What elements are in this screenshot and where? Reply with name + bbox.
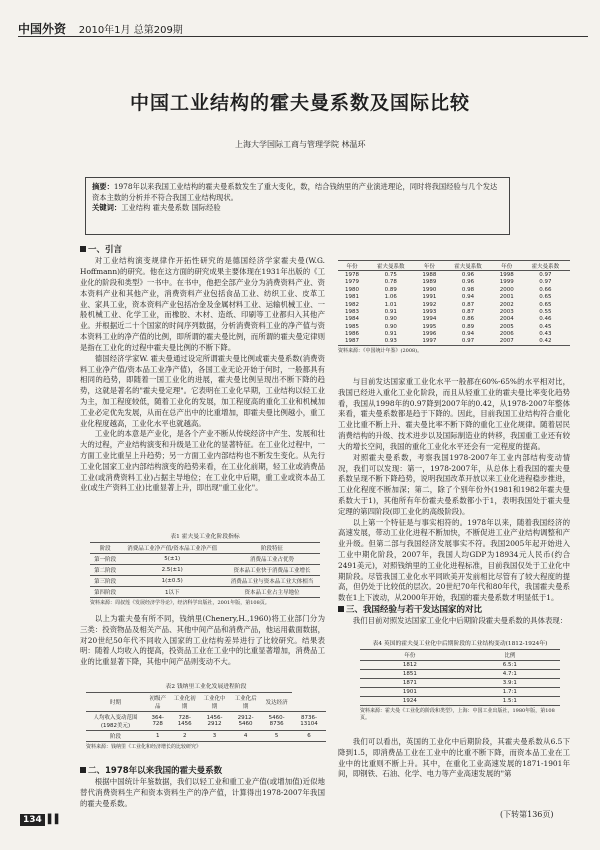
table-cell: 2001 <box>499 294 514 301</box>
table-cell: 0.65 <box>539 301 552 308</box>
table-caption: 表1 霍夫曼工业化阶段指标 <box>170 534 240 540</box>
table-header-cell: 发达经济 <box>261 693 292 712</box>
table-header-row <box>86 693 326 712</box>
paragraph: 德国经济学家W. 霍夫曼通过设定所谓霍夫曼比例或霍夫曼系数(消费资料工业净产值/资本品工业净产值)，各国工业无论开始于何时，一般都具有相同的趋势，即随着一国工业化的进展，霍夫曼比例呈现出不断下降的趋势，这就是著名的"霍夫曼定理"。它表明在工业化早期，工业结构以轻工业为主，加工程度较低，随着工业化的发展，加工程度高的重化工业和机械加工业必定优先发展，从而在总产出中的比重增加，即霍夫曼比例越小，重工业化程度越高，工业化水平也就越高。 <box>80 353 325 428</box>
continued-note: (下转第136页) <box>500 810 554 819</box>
table-cell: 5 <box>261 731 292 742</box>
paragraph: 根据中国统计年鉴数据，我们以轻工业和重工业产值(或增加值)近似地替代消费资料生产和资本资料生产的净产值，计算得出1978-2007年我国的霍夫曼系数。 <box>80 777 325 809</box>
table-header-row <box>90 543 320 554</box>
table-header-cell: 年份 <box>338 261 366 271</box>
abstract-label: 摘要： <box>92 182 114 191</box>
table-cell: 0.45 <box>539 323 552 330</box>
table-cell: 2002 <box>499 301 514 308</box>
table-cell: 2003 <box>499 308 514 315</box>
table-cell: 0.97 <box>443 338 492 346</box>
table-row <box>360 661 560 670</box>
table-cell: 1980 <box>345 286 360 293</box>
right-column <box>338 377 570 627</box>
table-cell: 1924 <box>360 697 460 706</box>
table-row <box>338 301 570 308</box>
table-caption: 表4 英国的霍夫曼工业化中后期阶段的工业结构变动(1812-1924年) <box>372 641 548 647</box>
table-header-row <box>360 650 560 661</box>
table-cell: 1992 <box>422 301 437 308</box>
table-source: 资料来源：霍夫曼《工业化的阶段和类型》，上海：中国工业出版社，1980年版，第108页。 <box>360 708 555 721</box>
table-cell: 3.9:1 <box>460 679 560 688</box>
table-cell: 0.96 <box>461 272 475 279</box>
page-number: 134 ▌▌ <box>20 815 62 825</box>
table-2 <box>86 681 326 750</box>
table-header-cell: 初级产品 <box>145 693 170 712</box>
table-cell: 人均收入变动范围(1982美元) <box>86 712 145 731</box>
table-header-cell: 工业化初期 <box>170 693 199 712</box>
table-cell: 资本品工业占主导地位 <box>224 587 320 598</box>
table-cell: 1(±0.5) <box>120 576 224 587</box>
table-cell: 0.97 <box>539 272 552 279</box>
article-title: 中国工业结构的霍夫曼系数及国际比较 <box>129 92 470 114</box>
table-cell: 1979 <box>345 279 360 286</box>
table-cell: 0.96 <box>461 279 475 286</box>
table-cell: 0.91 <box>384 308 397 315</box>
table-row <box>90 554 320 565</box>
table-cell: 1982 <box>345 301 360 308</box>
table-header-cell: 年份 <box>415 261 443 271</box>
table-header-cell: 阶段特征 <box>224 543 320 554</box>
table-row <box>360 688 560 697</box>
table-cell: 0.46 <box>539 316 552 323</box>
table-cell: 消费品工业占优势 <box>224 554 320 565</box>
table-cell: 1以下 <box>120 587 224 598</box>
table-header-cell: 工业化后期 <box>230 693 261 712</box>
table-cell: 0.43 <box>539 331 552 338</box>
section-heading-2: 二、1978年以来我国的霍夫曼系数 <box>80 765 325 777</box>
table-cell: 1901 <box>360 688 460 697</box>
table-cell: 1994 <box>422 316 437 323</box>
table-row <box>338 271 570 279</box>
table-header-cell: 工业化中期 <box>199 693 230 712</box>
table-header-cell: 霍夫曼系数 <box>521 261 570 271</box>
table-cell: 1989 <box>422 279 437 286</box>
table-cell: 0.90 <box>384 316 397 323</box>
table-cell: 2 <box>170 731 199 742</box>
table-1 <box>90 531 320 606</box>
table-cell: 4.7:1 <box>460 670 560 679</box>
table-cell: 5(±1) <box>120 554 224 565</box>
table-cell: 0.66 <box>539 286 552 293</box>
section-heading-3: 三、我国经验与若干发达国家的对比 <box>338 604 570 616</box>
table-cell: 5460-8736 <box>261 712 292 731</box>
table-cell: 0.87 <box>461 308 475 315</box>
left-column-bottom <box>80 765 325 810</box>
table-row <box>338 323 570 330</box>
paragraph: 对照霍夫曼系数，考察我国1978-2007年工业内部结构变动情况，我们可以发现：第一，1978-2007年，从总体上看我国的霍夫曼系数呈现不断下降趋势，说明我国改革开放以来工业化进程稳步推进，工业化程度不断加深；第二，除了个别年份外(1981和1982年霍夫曼系数大于1)，其他所有年份霍夫曼系数都小于1，表明我国处于霍夫曼定理的第四阶段(即工业化的高级阶段)。 <box>338 452 570 516</box>
table-cell: 第一阶段 <box>90 554 120 565</box>
table-cell: 1983 <box>345 308 360 315</box>
table-cell: 0.91 <box>384 331 397 338</box>
table-cell: 阶段 <box>86 731 145 742</box>
table-header-cell: 霍夫曼系数 <box>366 261 415 271</box>
table-cell: 第三阶段 <box>90 576 120 587</box>
table-cell: 8736-13104 <box>292 712 326 731</box>
table-cell: 1456-2912 <box>199 712 230 731</box>
table-header-row <box>338 261 570 271</box>
table-cell: 0.94 <box>461 331 475 338</box>
table-cell: 1991 <box>422 294 437 301</box>
table-cell: 第二阶段 <box>90 565 120 576</box>
table-source: 资料来源：周叔莲《发展经济学导论》，经济科学出版社，2001年版，第108页。 <box>90 600 270 606</box>
table-row <box>338 308 570 315</box>
table-cell: 1.7:1 <box>460 688 560 697</box>
table-cell: 2006 <box>499 331 514 338</box>
table-cell: 3 <box>199 731 230 742</box>
author-line: 上海大学国际工商与管理学院 林温环 <box>235 140 366 149</box>
keywords-text: 工业结构 霍夫曼系数 国际经验 <box>121 203 221 213</box>
table-cell: 0.86 <box>461 316 475 323</box>
table-cell: 1988 <box>422 272 437 279</box>
table-cell: 消费品工业与资本品工业大体相当 <box>224 576 320 587</box>
paragraph: 对工业结构演变规律作开拓性研究的是德国经济学家霍夫曼(W.G. Hoffmann)的研究。他在这方面的研究成果主要体现在1931年出版的《工业化的阶段和类型》一书中。在书中，他把全部产业分为消费资料产业、资本资料产业和其他产业，消费资料产业包括食品工业、纺织工业、皮革工业、家具工业，资本资料产业包括冶金及金属材料工业、运输机械工业、一般机械工业、化学工业，而橡胶、木材、造纸、印刷等工业都归入其他产业。并根据近二十个国家的时间序列数据，分析消费资料工业的净产值与资本资料工业的净产值的比例，即所谓的霍夫曼比例，而所谓的霍夫曼定律则是指在工业化的过程中霍夫曼比例的不断下降。 <box>80 256 325 352</box>
bullet-square-icon <box>80 246 86 252</box>
table-cell: 6 <box>292 731 326 742</box>
table-4 <box>360 638 560 721</box>
table-row <box>360 697 560 706</box>
table-cell: 2007 <box>493 338 521 346</box>
table-cell: 1987 <box>338 338 366 346</box>
paragraph: 工业化的本意是产业化，是各个产业不断从传统经济中产生、发展和壮大的过程，产业结构演变和升级是工业化的显著特征。在工业化过程中，一方面工业比重呈上升趋势；另一方面工业内部结构也不断发生变化。从先行工业化国家工业内部结构演变的趋势来看，在工业化前期，轻工业或消费品工业(或消费资料工业)占据主导地位；在工业化中后期，重工业或资本品工业(或生产资料工业)比重显著上升，即出现"重工业化"。 <box>80 429 325 493</box>
table-cell: 0.89 <box>384 286 397 293</box>
table-header-cell: 消费品工业净产值/资本品工业净产值 <box>120 543 224 554</box>
table-row <box>90 565 320 576</box>
table-row <box>338 286 570 293</box>
table-cell: 1871 <box>360 679 460 688</box>
table-cell: 0.55 <box>539 308 552 315</box>
table-cell: 1.5:1 <box>460 697 560 706</box>
table-cell: 1812 <box>360 661 460 670</box>
table-cell: 4 <box>230 731 261 742</box>
table-row <box>86 712 326 731</box>
table-cell: 1985 <box>345 323 360 330</box>
table-row <box>90 576 320 587</box>
table-cell: 0.90 <box>384 323 397 330</box>
table-cell: 1984 <box>345 316 360 323</box>
table-row <box>86 731 326 742</box>
paragraph: 我们可以看出，英国的工业化中后期阶段，其霍夫曼系数从6.5下降到1.5，即消费品工业在工业中的比重不断下降，而资本品工业在工业中的比重则不断上升。其中，在重化工业高速发展的1871-1901年间，即钢铁、石油、化学、电力等产业高速发展的"第 <box>338 737 570 779</box>
table-cell: 1990 <box>422 286 437 293</box>
table-cell: 1986 <box>345 331 360 338</box>
table-cell: 2004 <box>499 316 514 323</box>
table-cell: 1 <box>145 731 170 742</box>
table-row <box>338 279 570 286</box>
table-source: 资料来源：《中国统计年鉴》(2008)。 <box>338 348 423 355</box>
paragraph: 以上第一个特征是与事实相符的。1978年以来，随着我国经济的高速发展，带动工业化进程不断加快，不断促进工业产业结构调整和产业升级。但第二部与我国经济发展事实不符。我国2005年起开始进入工业中期化阶段，2007年，我国人均GDP为18934元人民币(约合2491美元)，对照钱纳里的工业化进程标准，目前我国仅处于工业化中期阶段。尽管我国工业化水平同欧美开发前相比尽管有了较大程度的提高，但仍处于比较低的层次。20世纪70年代和80年代，我国霍夫曼系数在1上下波动，从2000年开始，我国的霍夫曼系数才明显低于1。 <box>338 517 570 603</box>
issue-info: 2010年1月 总第209期 <box>78 25 183 36</box>
table-row <box>338 338 570 346</box>
table-header-cell: 比例 <box>460 650 560 661</box>
paragraph: 以上为霍夫曼有所不同，钱纳里(Chenery,H.,1960)将工业部门分为三类：投资物品及相关产品、其他中间产品和消费产品，他运用截面数据，对20世纪50年代不同收入国家的工业结构差异进行了比较研究。结果表明：随着人均收入的提高，投资品工业在工业中的比重显著增加，消费品工业的比重显著下降，其他中间产品则变动不大。 <box>80 614 325 667</box>
table-cell: 0.42 <box>521 338 570 346</box>
table-row <box>360 670 560 679</box>
table-cell: 0.93 <box>366 338 415 346</box>
table-cell: 1995 <box>422 323 437 330</box>
abstract-box <box>85 177 510 235</box>
table-cell: 1999 <box>499 279 514 286</box>
table-row <box>338 294 570 301</box>
table-cell: 728-1456 <box>170 712 199 731</box>
magazine-name: 中国外资 <box>18 22 67 36</box>
table-cell: 0.78 <box>384 279 397 286</box>
table-cell: 1851 <box>360 670 460 679</box>
table-row <box>360 679 560 688</box>
table-cell: 0.98 <box>461 286 475 293</box>
bullet-square-icon <box>338 606 344 612</box>
paragraph: 我们目前对照发达国家工业化中后期阶段霍夫曼系数的具体表现： <box>352 616 568 626</box>
table-source: 资料来源：钱纳里《工业化和经济增长的比较研究》 <box>86 744 202 750</box>
table-cell: 2005 <box>499 323 514 330</box>
table-caption: 表2 钱纳里工业化发展进程阶段 <box>165 684 247 690</box>
table-header-cell: 霍夫曼系数 <box>443 261 492 271</box>
table-cell: 1.06 <box>384 294 397 301</box>
table-row <box>90 587 320 598</box>
table-cell: 资本品工业快于消费品工业增长 <box>224 565 320 576</box>
section-heading-1: 一、引言 <box>80 244 325 256</box>
table-header-cell: 时期 <box>86 693 145 712</box>
bullet-square-icon <box>80 767 86 773</box>
table-row <box>338 330 570 337</box>
table-cell: 364-728 <box>145 712 170 731</box>
table-cell: 1.01 <box>384 301 397 308</box>
header-divider <box>18 36 588 37</box>
table-cell: 0.87 <box>461 301 475 308</box>
table-cell: 1993 <box>422 308 437 315</box>
abstract-text: 1978年以来我国工业结构的霍夫曼系数发生了重大变化，数，结合钱纳里的产业演进理论，同时将我国经验与几个发达资本主数的分析并不符合我国工业结构现状。 <box>92 182 498 202</box>
table-cell: 0.97 <box>539 279 552 286</box>
table-cell: 2000 <box>499 286 514 293</box>
table-cell: 0.94 <box>461 294 475 301</box>
table-cell: 0.75 <box>384 272 397 279</box>
table-cell: 1981 <box>345 294 360 301</box>
table-cell: 第四阶段 <box>90 587 120 598</box>
table-header-cell: 年份 <box>360 650 460 661</box>
table-cell: 2.5(±1) <box>120 565 224 576</box>
table-3 <box>338 260 570 354</box>
table-header-cell: 阶段 <box>90 543 120 554</box>
table-cell: 0.89 <box>461 323 475 330</box>
paragraph: 与目前发达国家重工业化水平一般都在60%-65%的水平相对比，我国已经进入重化工业化阶段，而且从轻重工业的霍夫曼比率变化趋势看，我国从1998年的0.97降到2007年的0.42，从1978-2007年整体来看，霍夫曼系数都是趋于下降的。因此，目前我国工业结构符合重化工业比重不断上升、霍夫曼比率不断下降的重化工业化规律。随着居民消费结构的升级、技术进步以及国际制造业的转移，我国重工业还有较大的增长空间，我国的重化工业化水平还会有一定程度的提高。 <box>338 377 570 451</box>
table-cell: 1997 <box>415 338 443 346</box>
table-cell: 2912-5460 <box>230 712 261 731</box>
table-row <box>338 316 570 323</box>
table-cell: 1998 <box>499 272 514 279</box>
table-cell: 1996 <box>422 331 437 338</box>
page-header <box>18 20 183 37</box>
table-cell: 1978 <box>345 272 360 279</box>
left-column <box>80 244 325 494</box>
right-column-bottom <box>338 737 570 780</box>
table-cell: 6.5:1 <box>460 661 560 670</box>
table-header-cell: 年份 <box>493 261 521 271</box>
table-cell: 0.65 <box>539 294 552 301</box>
left-column-lower <box>80 614 325 668</box>
keywords-label: 关键词： <box>92 203 122 213</box>
